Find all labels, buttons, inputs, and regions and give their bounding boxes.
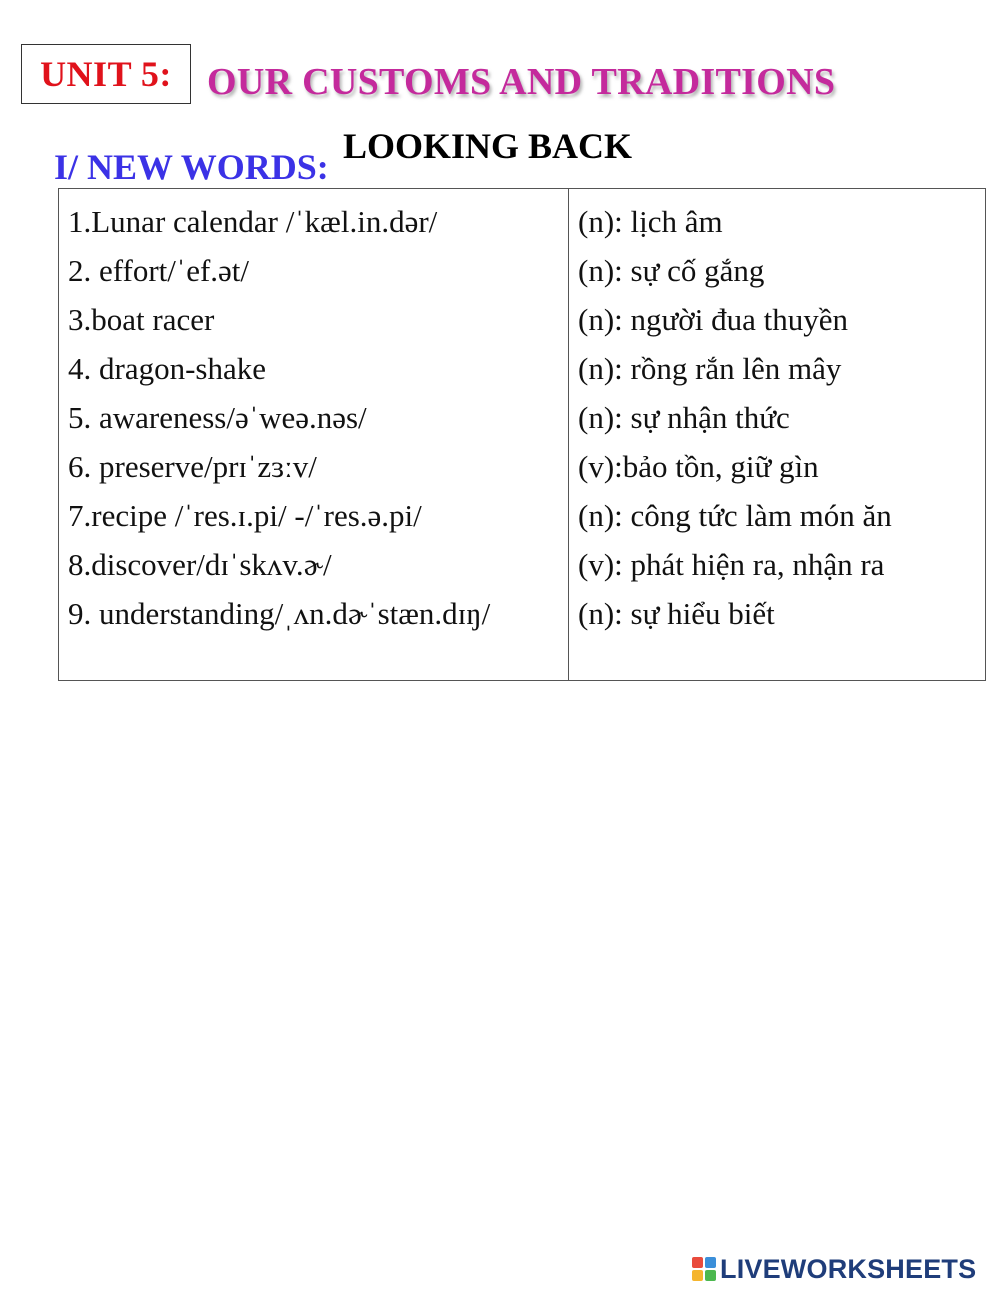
unit-label-box [21, 44, 191, 104]
vocab-meaning: (n): rồng rắn lên mây [578, 351, 842, 386]
vocab-meaning: (n): sự hiểu biết [578, 596, 775, 631]
logo-square-blue [705, 1257, 716, 1268]
logo-square-red [692, 1257, 703, 1268]
logo-square-green [705, 1270, 716, 1281]
vocab-term: 7.recipe /ˈres.ɪ.pi/ -/ˈres.ə.pi/ [68, 498, 422, 533]
vocabulary-table [58, 188, 986, 681]
vocab-meaning: (n): công tức làm món ăn [578, 498, 892, 533]
vocab-term: 4. dragon-shake [68, 351, 266, 386]
vocabulary-table-row [59, 189, 986, 681]
vocab-term: 3.boat racer [68, 302, 215, 337]
vocab-meaning: (n): sự nhận thức [578, 400, 790, 435]
meanings-column [569, 189, 986, 681]
vocab-term: 1.Lunar calendar /ˈkæl.in.dər/ [68, 204, 438, 239]
vocab-meaning: (n): người đua thuyền [578, 302, 848, 337]
vocab-term: 5. awareness/əˈweə.nəs/ [68, 400, 367, 435]
vocab-meaning: (v):bảo tồn, giữ gìn [578, 449, 819, 484]
vocab-term: 2. effort/ˈef.ət/ [68, 253, 250, 288]
lesson-subtitle: LOOKING BACK [343, 126, 633, 166]
vocab-term: 8.discover/dɪˈskʌv.ɚ/ [68, 547, 332, 582]
page-title: OUR CUSTOMS AND TRADITIONS [207, 61, 836, 103]
unit-label: UNIT 5: [40, 54, 172, 94]
vocab-term: 6. preserve/prɪˈzɜːv/ [68, 449, 317, 484]
liveworksheets-logo-icon [692, 1257, 716, 1281]
liveworksheets-logo[interactable] [692, 1253, 976, 1285]
vocab-meaning: (n): lịch âm [578, 204, 723, 239]
section-heading: I/ NEW WORDS: [54, 147, 329, 187]
logo-square-yellow [692, 1270, 703, 1281]
logo-text: LIVEWORKSHEETS [720, 1253, 977, 1284]
terms-column [59, 189, 569, 681]
vocab-term: 9. understanding/ˌʌn.dɚˈstæn.dɪŋ/ [68, 596, 491, 631]
vocab-meaning: (v): phát hiện ra, nhận ra [578, 547, 885, 582]
vocab-meaning: (n): sự cố gắng [578, 253, 765, 288]
